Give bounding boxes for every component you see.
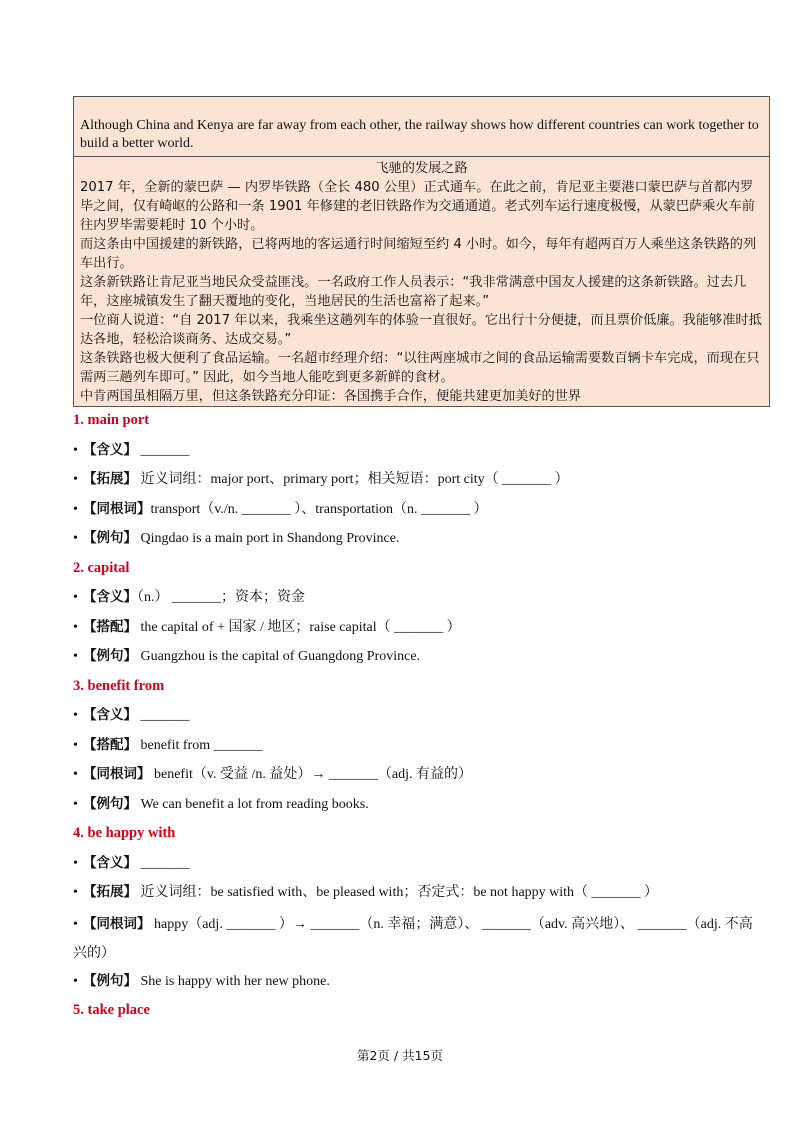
entry-tag: 【同根词】 — [83, 915, 151, 932]
entry — [73, 910, 763, 969]
entry-text: _______ — [140, 708, 190, 723]
entry-tag: 【例句】 — [83, 972, 137, 989]
entry — [73, 762, 763, 792]
entry-text: Qingdao is a main port in Shandong Province. — [140, 531, 400, 546]
entry-text: _______ — [140, 442, 190, 458]
entry-tag: 【搭配】 — [83, 618, 137, 635]
passage-paragraph: 这条新铁路让肯尼亚当地民众受益匪浅。一名政府工作人员表示：“我非常满意中国友人援建的这条新铁路。过去几年，这座城镇发生了翻天覆地的变化，当地居民的生活也富裕了起来。” — [80, 275, 747, 309]
entry-tag: 【含义】 — [83, 707, 137, 723]
entry-tag: 【搭配】 — [83, 736, 137, 753]
entry-text: 近义词组：be satisfied with、be pleased with；否定式：be not happy with（ _______ ） — [140, 885, 659, 900]
vocabulary-list — [73, 408, 763, 1028]
bullet-icon: • — [73, 649, 78, 664]
bullet-icon: • — [73, 531, 78, 546]
entry-text: 近义词组：major port、primary port；相关短语：port city（ _______ ） — [140, 472, 569, 487]
entry — [73, 526, 763, 556]
section-title: 2. capital — [73, 559, 130, 576]
bullet-icon: • — [73, 855, 78, 871]
entry-text: the capital of + 国家 / 地区；raise capital（ _______ ） — [140, 619, 461, 635]
entry-text: Guangzhou is the capital of Guangdong Province. — [140, 649, 421, 664]
entry-tag: 【拓展】 — [83, 471, 137, 487]
bullet-icon: • — [73, 442, 78, 458]
entry-text: benefit from _______ — [140, 737, 263, 753]
passage-paragraph: 一位商人说道：“自 2017 年以来，我乘坐这趟列车的体验一直很好。它出行十分便捷，而且票价低廉。我能够准时抵达各地，轻松洽谈商务、达成交易。” — [80, 313, 762, 347]
entry-tag: 【例句】 — [83, 530, 137, 546]
entry — [73, 703, 763, 733]
entry — [73, 497, 763, 527]
entry-tag: 【例句】 — [83, 648, 137, 664]
bullet-icon: • — [73, 590, 78, 605]
entry-text: transport（v./n. _______ ）、transportation（n. _______ ） — [150, 501, 488, 517]
bullet-icon: • — [73, 472, 78, 487]
entry-text: _______ — [140, 855, 190, 871]
entry — [73, 851, 763, 881]
entry — [73, 585, 763, 615]
bullet-icon: • — [73, 737, 78, 753]
bullet-icon: • — [73, 916, 78, 932]
entry — [73, 969, 763, 999]
entry — [73, 733, 763, 763]
bullet-icon: • — [73, 885, 78, 900]
passage-paragraph: 中肯两国虽相隔万里，但这条铁路充分印证：各国携手合作，便能共建更加美好的世界 — [80, 389, 582, 404]
bullet-icon: • — [73, 973, 78, 989]
entry-text: benefit（v. 受益 /n. 益处）→ _______（adj. 有益的） — [154, 767, 472, 782]
section-title: 3. benefit from — [73, 677, 165, 694]
entry-text: She is happy with her new phone. — [140, 973, 330, 989]
entry-text: happy（adj. _______ ）→ _______（n. 幸福；满意）、 _______（adv. 高兴地）、 _______（adj. 不高兴的） — [73, 916, 753, 961]
bullet-icon: • — [73, 501, 78, 517]
passage-box — [73, 96, 770, 407]
entry-tag: 【同根词】 — [83, 766, 151, 782]
section-title: 1. main port — [73, 412, 150, 428]
bullet-icon: • — [73, 767, 78, 782]
bullet-icon: • — [73, 619, 78, 635]
passage-paragraph: 2017 年，全新的蒙巴萨 — 内罗毕铁路（全长 480 公里）正式通车。在此之前，肯尼亚主要港口蒙巴萨与首都内罗毕之间，仅有崎岖的公路和一条 1901 年修建的老旧铁路作为交通通道。老式列车运行速度极慢，从蒙巴萨乘火车前往内罗毕需要耗时 10 个小时。 — [80, 180, 755, 233]
entry — [73, 615, 763, 645]
passage-intro: Although China and Kenya are far away from each other, the railway shows how different countries can work together to build a better world. — [74, 97, 769, 157]
entry-tag: 【同根词】 — [83, 500, 151, 517]
page-number: 第2页 / 共15页 — [356, 1048, 444, 1063]
passage-paragraph: 而这条由中国援建的新铁路，已将两地的客运通行时间缩短至约 4 小时。如今，每年有超两百万人乘坐这条铁路的列车出行。 — [80, 237, 757, 271]
entry-tag: 【含义】 — [83, 589, 137, 605]
passage-paragraph: 这条铁路也极大便利了食品运输。一名超市经理介绍：“以往两座城市之间的食品运输需要数百辆卡车完成，而现在只需两三趟列车即可。” 因此，如今当地人能吃到更多新鲜的食材。 — [80, 351, 760, 385]
entry-tag: 【含义】 — [83, 441, 137, 458]
section-title: 4. be happy with — [73, 825, 176, 841]
entry-tag: 【含义】 — [83, 854, 137, 871]
bullet-icon: • — [73, 708, 78, 723]
entry-text: We can benefit a lot from reading books. — [140, 796, 369, 812]
entry — [73, 438, 763, 468]
entry — [73, 792, 763, 822]
entry — [73, 467, 763, 497]
passage-title: 飞驰的发展之路 — [375, 161, 468, 176]
section-title: 5. take place — [73, 1002, 150, 1018]
bullet-icon: • — [73, 796, 78, 812]
entry — [73, 644, 763, 674]
entry-text: （n.） _______；资本；资金 — [137, 590, 305, 605]
entry-tag: 【拓展】 — [83, 884, 137, 900]
entry-tag: 【例句】 — [83, 795, 137, 812]
passage-body — [74, 157, 769, 406]
entry — [73, 880, 763, 910]
